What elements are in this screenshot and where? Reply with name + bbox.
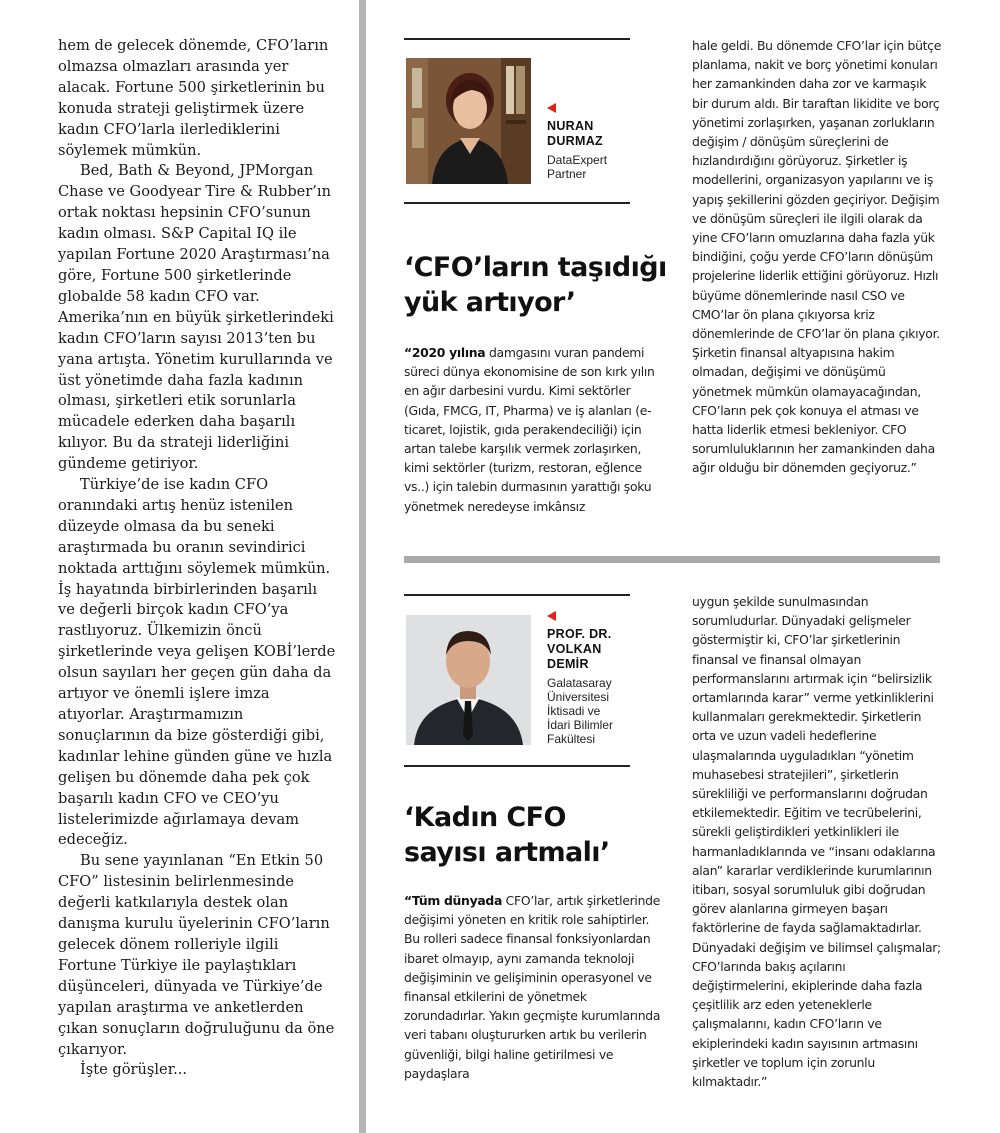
profile1-body-left [404, 343, 666, 516]
profile1-bottom-rule [404, 202, 630, 204]
left-paragraph-1: hem de gelecek dönemde, CFO’ların olmazsa olmazları arasında yer alacak. Fortune 500 şirketlerinin bu konuda strateji geliştirmek üzere kadın CFO’larla ilerlediklerini söylemek mümkün. [58, 37, 329, 159]
left-paragraph-2: Bed, Bath & Beyond, JPMorgan Chase ve Goodyear Tire & Rubber’ın ortak noktası hepsinin CFO’sunun kadın olması. S&P Capital IQ ile yapılan Fortune 2020 Araştırması’na göre, Fortune 500 şirketlerinde globalde 58 kadın CFO var. Amerika’nın en büyük şirketlerindeki kadın CFO’ların sayısı 2013’ten bu yana artışta. Yönetim kurullarında ve üst yönetimde daha fazla kadının olması, şirketleri etik sorunlarla mücadele ederken daha başarılı kılıyor. Bu da strateji liderliğini gündeme getiriyor. [58, 162, 334, 473]
profile2-body-right [692, 592, 942, 1091]
profile1-name: NURAN DURMAZ [547, 119, 603, 148]
profile1-top-rule [404, 38, 630, 40]
profile1-headline: ‘CFO’ların taşıdığı yük artıyor’ [404, 252, 667, 318]
left-paragraph-4: Bu sene yayınlanan “En Etkin 50 CFO” listesinin belirlenmesinde değerli katkılarıyla destek olan danışma kurulu üyelerinin CFO’ların gelecek dönem rolleriyle ilgili Fortune Türkiye ile paylaştıkları düşünceleri, dünyada ve Türkiye’de yapılan araştırma ve anketlerden çıkan sonuçların doğruluğunu da öne çıkarıyor. [58, 852, 335, 1058]
red-arrow-icon [547, 103, 556, 113]
profile1-body-right-text: hale geldi. Bu dönemde CFO’lar için bütçe planlama, nakit ve borç yönetimi konuları her zamankinden daha zor ve karmaşık bir durum aldı. Bir taraftan likidite ve borç yönetimi zorlaşırken, yaşanan zorlukların değişim / dönüşüm süreçlerini de hızlandırdığını görüyoruz. Şirketler iş modellerini, organizasyon yapılarını ve iş yapış şekillerini gözden geçiriyor. Değişim ve dönüşüm süreçleri ile ilgili olarak da yine CFO’ların omuzlarına daha fazla yük bindiğini, çoğu yerde CFO’ların dönüşüm projelerine liderlik ettiğini görüyoruz. Hızlı büyüme dönemlerinde nasıl CSO ve CMO’lar ön plana çıkıyorsa kriz dönemlerinde de CFO’lar ön plana çıkıyor. Şirketin finansal altyapısına hakim olmadan, değişimi ve dönüşümü yönetmek mümkün olamayacağından, CFO’ların pek çok konuya el atması ve hatta liderlik etmesi bekleniyor. CFO sorumluluklarının her zamankinden daha ağır olduğu bir dönemden geçiyoruz.” [692, 38, 942, 476]
profile1-role: DataExpert Partner [547, 153, 608, 181]
profile2-person [547, 611, 613, 746]
profile2-photo [406, 615, 531, 745]
left-paragraph-3: Türkiye’de ise kadın CFO oranındaki artış henüz istenilen düzeyde olmasa da bu seneki araştırmada bu oranın sevindirici noktada arttığını söylemek mümkün. İş hayatında birbirlerinden başarılı ve değerli birçok kadın CFO’ya rastlıyoruz. Ülkemizin öncü şirketlerinde veya gelişen KOBİ’lerde olsun sayıları her geçen gün daha da artıyor ve önemli işlere imza atıyorlar. Araştırmamızın sonuçlarının da bize gösterdiği gibi, kadınlar lehine günden güne ve hızla gelişen bu dönemde daha pek çok başarılı kadın CFO ve CEO’yu listelerimizde ağırlamaya devam edeceğiz. [58, 476, 336, 849]
profile2-lead: “Tüm dünyada [404, 893, 503, 908]
profile1-portrait-image [406, 58, 531, 184]
profile1-photo [406, 58, 531, 184]
profile2-body-right-text: uygun şekilde sunulmasından sorumludurlar. Dünyadaki gelişmeler göstermiştir ki, CFO’lar şirketlerinin finansal ve finansal olmayan performanslarını artırmak için “belirsizlik ortamlarında karar” verme yetkinliklerini kullanmaları gerekmektedir. Şirketlerin orta ve uzun vadeli hedeflerine ulaşmalarında uyguladıkları “yönetim muhasebesi stratejileri”, şirketlerin sürekliliği ve performanslarını doğrudan etkilemektedir. Eğitim ve tecrübelerini, sürekli geliştirdikleri yetkinlikleri ile harmanladıklarında ve “insanı odaklarına alan” kararlar verdiklerinde kurumlarının itibarı, sosyal sorumluluk gibi doğrudan görev alanlarına girmeyen başarı faktörlerine de fayda sağlamaktadırlar. Dünyadaki değişim ve bilimsel çalışmalar; CFO’larında bakış açılarını değiştirmelerini, ekiplerinde daha fazla çeşitlilik arz eden yeteneklerle çalışmalarını, kadın CFO’ların ve ekiplerindeki kadın sayısının artmasını şirketler ve toplum için zorunlu kılmaktadır.” [692, 594, 941, 1090]
red-arrow-icon [547, 611, 556, 621]
profile2-portrait-image [406, 615, 531, 745]
profile2-body-left-text: CFO’lar, artık şirketlerinde değişimi yöneten en kritik role sahiptirler. Bu rolleri sadece finansal fonksiyonlardan ibaret olmayıp, aynı zamanda teknoloji değişiminin ve gelişiminin operasyonel ve finansal etkilerini de yönetmek zorundadırlar. Yakın geçmişte kurumlarında veri tabanı oluştururken artık bu verilerin güvenliği, bilgi haline getirilmesi ve paydaşlara [404, 893, 661, 1081]
profile1-lead: “2020 yılına [404, 345, 486, 360]
horizontal-divider [404, 556, 940, 563]
profile2-bottom-rule [404, 765, 630, 767]
left-column [58, 36, 338, 1081]
profile1-body-right [692, 36, 942, 478]
profile2-body-left [404, 891, 666, 1083]
profile1-body-left-text: damgasını vuran pandemi süreci dünya ekonomisine de son kırk yılın en ağır darbesini vurdu. Kimi sektörler (Gıda, FMCG, IT, Pharma) ve iş alanları (e-ticaret, lojistik, gıda perakendeciliği) için artan talebe karşılık vermek zorlaşırken, kimi sektörler (turizm, restoran, eğlence vs..) için talebin durmasının yarattığı şoku yönetmek neredeyse imkânsız [404, 345, 655, 514]
profile2-name: PROF. DR. VOLKAN DEMİR [547, 627, 612, 671]
profile2-headline: ‘Kadın CFO sayısı artmalı’ [404, 802, 610, 868]
left-paragraph-5: İşte görüşler... [80, 1061, 187, 1079]
profile1-person [547, 103, 607, 181]
vertical-divider [359, 0, 366, 1133]
profile2-role: Galatasaray Üniversitesi İktisadi ve İdari Bilimler Fakültesi [547, 676, 614, 746]
profile2-top-rule [404, 594, 630, 596]
